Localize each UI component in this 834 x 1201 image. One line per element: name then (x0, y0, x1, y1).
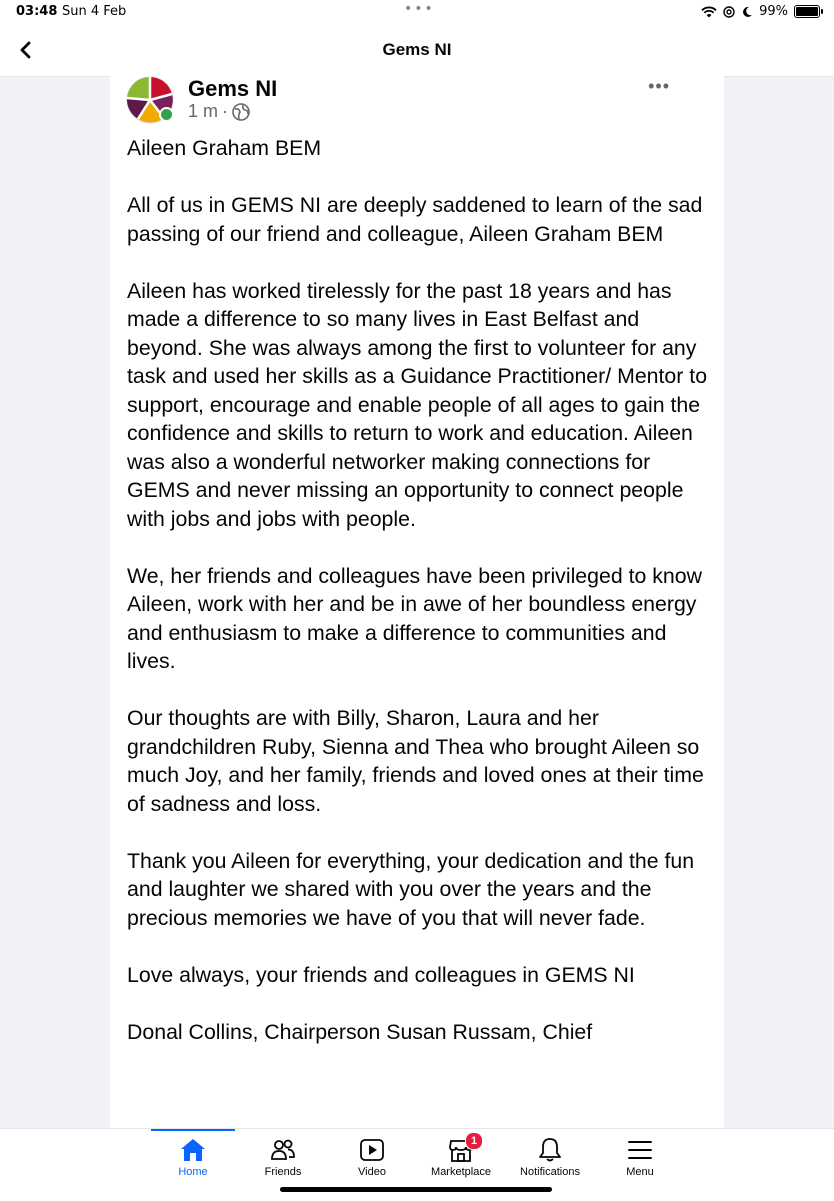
battery-percent: 99% (759, 4, 788, 19)
wifi-icon (701, 6, 717, 18)
active-tab-indicator (151, 1129, 235, 1131)
post-meta (188, 101, 250, 122)
home-icon (179, 1137, 207, 1163)
online-status-dot (159, 107, 174, 122)
post-paragraph: We, her friends and colleagues have been privileged to know Aileen, work with her and be in awe of her boundless energy and enthusiasm to make a difference to communities and lives. (127, 563, 702, 673)
post-paragraph: All of us in GEMS NI are deeply saddened to learn of the sad passing of our friend and colleague, Aileen Graham BEM (127, 193, 703, 246)
post-header (126, 76, 686, 126)
post-paragraph: Love always, your friends and colleagues in GEMS NI (127, 962, 635, 987)
page-header (0, 24, 834, 77)
tab-notifications[interactable] (508, 1129, 592, 1185)
post-paragraph: Donal Collins, Chairperson Susan Russam, Chief (127, 1019, 593, 1044)
marketplace-badge: 1 (465, 1132, 483, 1150)
battery-icon (794, 5, 820, 18)
bell-icon (536, 1137, 564, 1163)
tab-label: Home (178, 1166, 208, 1178)
tab-label: Menu (626, 1166, 654, 1178)
at-sign-icon (723, 6, 735, 18)
status-bar (0, 0, 834, 24)
page-title: Gems NI (382, 40, 452, 59)
tab-label: Marketplace (431, 1166, 491, 1178)
globe-icon (232, 103, 250, 121)
post-paragraph: Our thoughts are with Billy, Sharon, Laura and her grandchildren Ruby, Sienna and Thea who brought Aileen so much Joy, and her family, friends and loved ones at their time of sadness and loss. (127, 706, 704, 816)
status-date: Sun 4 Feb (62, 4, 127, 19)
friends-icon (269, 1137, 297, 1163)
tab-marketplace[interactable] (419, 1129, 503, 1185)
tab-label: Notifications (520, 1166, 580, 1178)
status-time: 03:48 (16, 4, 58, 19)
post-card (110, 76, 724, 1128)
tab-home[interactable] (151, 1129, 235, 1185)
post-paragraph: Aileen has worked tirelessly for the past 18 years and has made a difference to so many lives in East Belfast and beyond. She was always among the first to volunteer for any task and used her skills as a Guidance Practitioner/ Mentor to support, encourage and enable people of all ages to gain the confidence and skills to return to work and education. Aileen was also a wonderful networker making connections for GEMS and never missing an opportunity to connect people with jobs and jobs with people. (127, 278, 708, 531)
page-avatar[interactable] (126, 76, 174, 124)
tab-label: Video (358, 1166, 386, 1178)
home-indicator[interactable] (280, 1187, 552, 1192)
moon-icon (741, 6, 753, 18)
post-body (127, 134, 712, 1075)
post-paragraph: Aileen Graham BEM (127, 136, 322, 160)
menu-icon (626, 1137, 654, 1163)
post-time[interactable]: 1 m (188, 101, 219, 121)
status-icons (701, 4, 820, 19)
meta-separator: · (222, 101, 229, 121)
tab-menu[interactable] (598, 1129, 682, 1185)
video-icon (358, 1137, 386, 1163)
tab-label: Friends (264, 1166, 302, 1178)
page-name[interactable]: Gems NI (188, 76, 278, 101)
multitasking-dots-icon[interactable]: ••• (404, 1, 435, 17)
post-paragraph: Thank you Aileen for everything, your dedication and the fun and laughter we shared with you over the years and the precious memories we have of you that will never fade. (127, 848, 695, 930)
more-options-button[interactable]: ••• (648, 76, 670, 96)
tab-friends[interactable] (241, 1129, 325, 1185)
tab-video[interactable] (330, 1129, 414, 1185)
